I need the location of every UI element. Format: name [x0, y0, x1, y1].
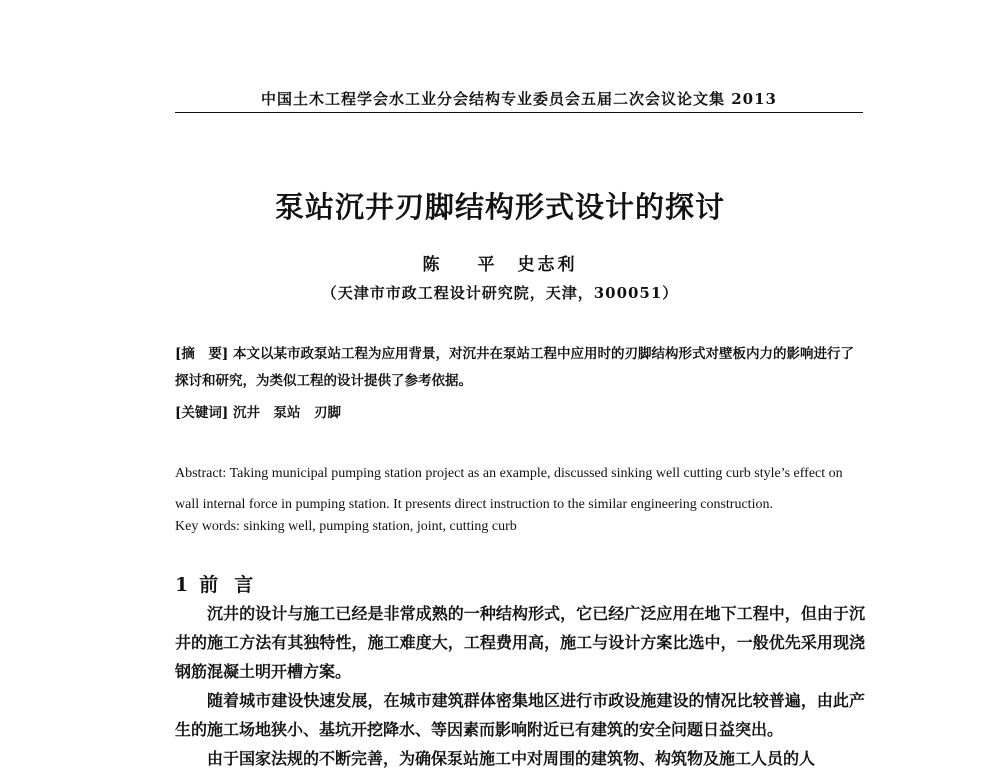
- section-1-title: 前言: [199, 574, 270, 596]
- body-paragraph: 沉井的设计与施工已经是非常成熟的一种结构形式，它已经广泛应用在地下工程中，但由于沉井的施工方法有其独特性，施工难度大，工程费用高，施工与设计方案比选中，一般优先采用现浇钢筋混凝土明开槽方案。: [175, 604, 865, 681]
- header-rule: [175, 112, 863, 113]
- body-paragraph: 随着城市建设快速发展，在城市建筑群体密集地区进行市政设施建设的情况比较普遍，由此产生的施工场地狭小、基坑开挖降水、等因素而影响附近已有建筑的安全问题日益突出。: [175, 691, 865, 739]
- paper-authors: 陈 平 史志利: [422, 255, 578, 275]
- section-1-body: [175, 599, 865, 773]
- keywords-cn-label: [关键词]: [175, 405, 229, 421]
- keywords-en-label: Key words:: [175, 519, 240, 534]
- abstract-cn-label: [摘 要]: [175, 346, 229, 362]
- abstract-en-label: Abstract:: [175, 466, 227, 481]
- keywords-cn: [175, 401, 863, 421]
- keywords-en: [175, 519, 863, 535]
- section-1-heading: [175, 570, 269, 597]
- abstract-cn-text: 本文以某市政泵站工程为应用背景，对沉井在泵站工程中应用时的刃脚结构形式对壁板内力的影响进行了探讨和研究，为类似工程的设计提供了参考依据。: [175, 346, 854, 389]
- abstract-en-text: Taking municipal pumping station project as an example, discussed sinking well cutting curb style’s effect on wall internal force in pumping station. It presents direct instruction to the similar engineering construction.: [175, 466, 843, 512]
- running-header: 中国土木工程学会水工业分会结构专业委员会五届二次会议论文集 2013: [261, 90, 777, 108]
- paper-affiliation: （天津市市政工程设计研究院，天津，300051）: [321, 284, 679, 302]
- abstract-en: [175, 458, 863, 520]
- paper-title: 泵站沉井刃脚结构形式设计的探讨: [274, 190, 725, 224]
- keywords-en-text: sinking well, pumping station, joint, cutting curb: [243, 519, 517, 534]
- abstract-cn: [175, 341, 863, 395]
- keywords-cn-text: 沉井 泵站 刃脚: [232, 405, 341, 421]
- body-paragraph: 由于国家法规的不断完善，为确保泵站施工中对周围的建筑物、构筑物及施工人员的人: [207, 749, 816, 768]
- section-1-number: 1: [175, 574, 190, 596]
